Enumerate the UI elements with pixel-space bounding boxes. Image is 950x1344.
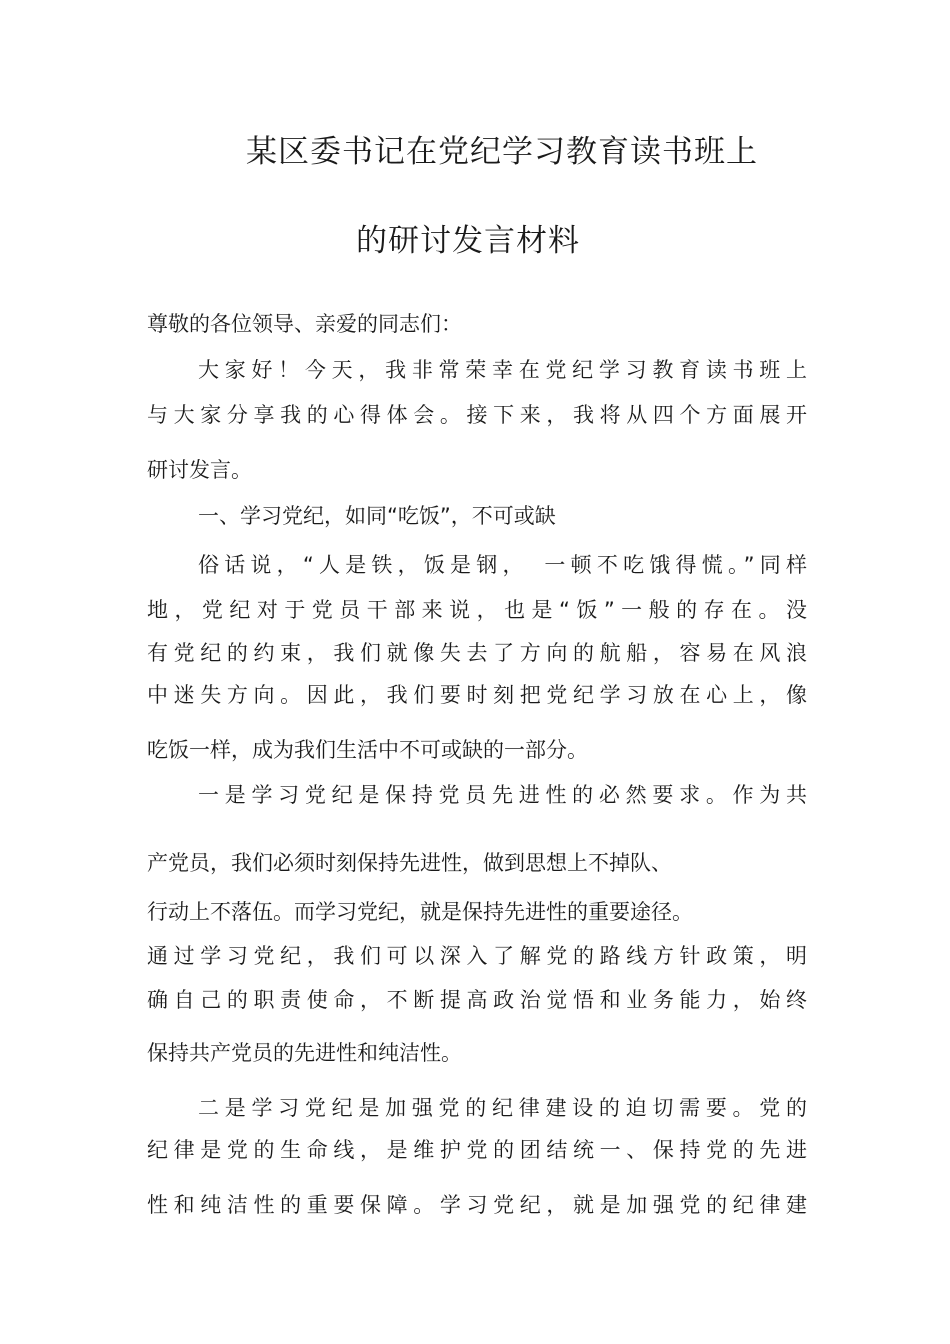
paragraph-line: 吃饭一样，成为我们生活中不可或缺的一部分。 [147, 738, 588, 762]
paragraph-line: 性和纯洁性的重要保障。学习党纪，就是加强党的纪律建 [147, 1193, 807, 1217]
paragraph-line: 保持共产党员的先进性和纯洁性。 [147, 1041, 462, 1065]
document-title-line-1: 某区委书记在党纪学习教育读书班上 [246, 134, 758, 170]
paragraph-line: 纪律是党的生命线，是维护党的团结统一、保持党的先进 [147, 1138, 807, 1162]
paragraph-line: 俗话说，“人是铁，饭是钢， 一顿不吃饿得慌。”同样 [198, 553, 807, 577]
paragraph-line: 研讨发言。 [147, 458, 252, 482]
paragraph-line: 与大家分享我的心得体会。接下来，我将从四个方面展开 [147, 403, 807, 427]
paragraph-line: 大家好！今天，我非常荣幸在党纪学习教育读书班上 [198, 358, 807, 382]
paragraph-line: 产党员，我们必须时刻保持先进性，做到思想上不掉队、 [147, 851, 672, 875]
paragraph-line: 通过学习党纪，我们可以深入了解党的路线方针政策，明 [147, 944, 807, 968]
salutation: 尊敬的各位领导、亲爱的同志们： [147, 312, 462, 336]
document-title-line-2: 的研讨发言材料 [356, 223, 580, 259]
paragraph-line: 二是学习党纪是加强党的纪律建设的迫切需要。党的 [198, 1096, 807, 1120]
paragraph-line: 一是学习党纪是保持党员先进性的必然要求。作为共 [198, 783, 807, 807]
paragraph-line: 行动上不落伍。而学习党纪，就是保持先进性的重要途径。 [147, 900, 693, 924]
section-heading: 一、学习党纪，如同“吃饭”，不可或缺 [198, 504, 556, 528]
paragraph-line: 有党纪的约束，我们就像失去了方向的航船，容易在风浪 [147, 641, 807, 665]
paragraph-line: 地，党纪对于党员干部来说，也是“饭”一般的存在。没 [147, 598, 807, 622]
paragraph-line: 确自己的职责使命，不断提高政治觉悟和业务能力，始终 [147, 988, 807, 1012]
paragraph-line: 中迷失方向。因此，我们要时刻把党纪学习放在心上，像 [147, 683, 807, 707]
